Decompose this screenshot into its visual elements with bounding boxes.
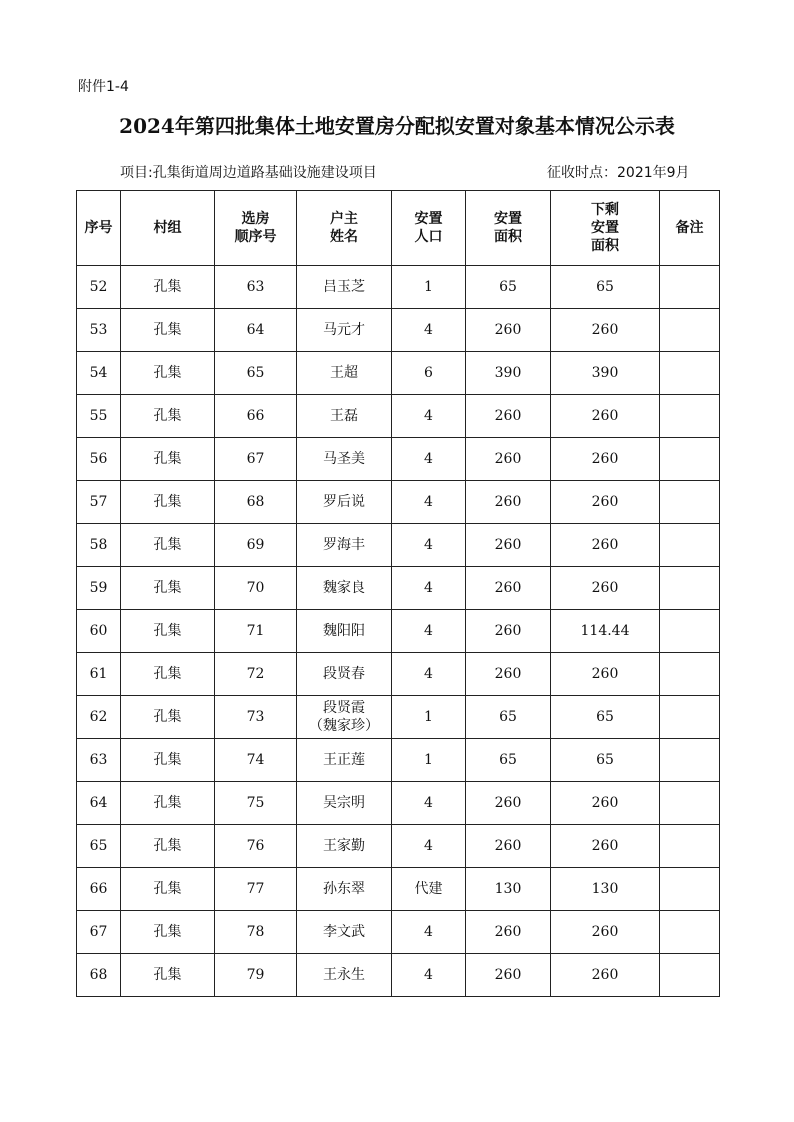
cell-name [297, 438, 392, 481]
cell-order: 74 [215, 739, 297, 782]
cell-remaining: 260 [551, 481, 660, 524]
cell-people: 4 [392, 481, 466, 524]
cell-order: 67 [215, 438, 297, 481]
header-text-line: 顺序号 [234, 229, 277, 245]
cell-group: 孔集 [121, 739, 215, 782]
page-title: 2024年第四批集体土地安置房分配拟安置对象基本情况公示表 [119, 114, 675, 138]
header-seq [77, 191, 121, 266]
header-text-line: 村组 [153, 220, 182, 236]
header-text-line: 序号 [84, 220, 113, 236]
header-text-line: 备注 [675, 220, 704, 236]
table-row [77, 911, 720, 954]
cell-seq: 58 [77, 524, 121, 567]
cell-text-line: 王超 [330, 365, 358, 381]
cell-group: 孔集 [121, 524, 215, 567]
cell-group: 孔集 [121, 567, 215, 610]
table-row [77, 395, 720, 438]
cell-name [297, 567, 392, 610]
cell-group: 孔集 [121, 309, 215, 352]
cell-name [297, 481, 392, 524]
cell-people: 代建 [392, 868, 466, 911]
cell-people: 4 [392, 653, 466, 696]
cell-text-line: 段贤春 [323, 666, 365, 682]
cell-people: 4 [392, 782, 466, 825]
cell-people: 1 [392, 739, 466, 782]
cell-text-line: 马圣美 [323, 451, 365, 467]
cell-seq: 61 [77, 653, 121, 696]
cell-remarks [660, 911, 720, 954]
cell-text-line: 王磊 [330, 408, 358, 424]
cell-remarks [660, 739, 720, 782]
cell-area: 65 [466, 696, 551, 739]
header-text-line: 安置 [591, 220, 619, 236]
cell-remaining: 260 [551, 911, 660, 954]
cell-group: 孔集 [121, 825, 215, 868]
resettlement-table [76, 190, 720, 997]
cell-name [297, 739, 392, 782]
cell-remarks [660, 825, 720, 868]
cell-name [297, 911, 392, 954]
cell-seq: 57 [77, 481, 121, 524]
cell-text-line: 李文武 [323, 924, 365, 940]
cell-group: 孔集 [121, 696, 215, 739]
cell-area: 260 [466, 610, 551, 653]
cell-text-line: 王永生 [323, 967, 365, 983]
cell-text-line: 王家勤 [323, 838, 365, 854]
cell-name [297, 352, 392, 395]
cell-remaining: 65 [551, 739, 660, 782]
cell-remaining: 130 [551, 868, 660, 911]
cell-area: 260 [466, 954, 551, 997]
cell-remarks [660, 696, 720, 739]
table-header-row [77, 191, 720, 266]
header-text-line: 面积 [494, 229, 522, 245]
cell-remaining: 260 [551, 395, 660, 438]
cell-people: 4 [392, 438, 466, 481]
cell-group: 孔集 [121, 352, 215, 395]
table-body [77, 266, 720, 997]
cell-area: 65 [466, 739, 551, 782]
cell-text-line: 吴宗明 [323, 795, 365, 811]
attachment-label: 附件1-4 [78, 79, 129, 95]
cell-remaining: 114.44 [551, 610, 660, 653]
header-text-line: 安置 [414, 211, 443, 227]
cell-name [297, 524, 392, 567]
cell-name [297, 825, 392, 868]
cell-name [297, 610, 392, 653]
cell-area: 130 [466, 868, 551, 911]
cell-order: 71 [215, 610, 297, 653]
cell-group: 孔集 [121, 481, 215, 524]
cell-people: 4 [392, 309, 466, 352]
header-area [466, 191, 551, 266]
header-order [215, 191, 297, 266]
cell-seq: 67 [77, 911, 121, 954]
cell-remarks [660, 309, 720, 352]
cell-area: 260 [466, 395, 551, 438]
cell-people: 4 [392, 911, 466, 954]
cell-seq: 56 [77, 438, 121, 481]
cell-area: 260 [466, 911, 551, 954]
cell-order: 63 [215, 266, 297, 309]
cell-remarks [660, 481, 720, 524]
cell-people: 4 [392, 825, 466, 868]
cell-text-line: 罗后说 [323, 494, 365, 510]
cell-area: 390 [466, 352, 551, 395]
cell-order: 76 [215, 825, 297, 868]
cell-order: 73 [215, 696, 297, 739]
cell-area: 260 [466, 481, 551, 524]
cell-order: 77 [215, 868, 297, 911]
header-name [297, 191, 392, 266]
cell-remarks [660, 610, 720, 653]
cell-seq: 52 [77, 266, 121, 309]
levy-time: 征收时点：2021年9月 [547, 165, 690, 181]
cell-area: 260 [466, 653, 551, 696]
cell-remaining: 260 [551, 782, 660, 825]
cell-remaining: 260 [551, 524, 660, 567]
cell-people: 4 [392, 954, 466, 997]
cell-group: 孔集 [121, 395, 215, 438]
cell-people: 4 [392, 395, 466, 438]
cell-seq: 65 [77, 825, 121, 868]
table-row [77, 739, 720, 782]
cell-order: 69 [215, 524, 297, 567]
cell-group: 孔集 [121, 954, 215, 997]
table-row [77, 567, 720, 610]
cell-seq: 55 [77, 395, 121, 438]
cell-order: 66 [215, 395, 297, 438]
cell-group: 孔集 [121, 610, 215, 653]
cell-remarks [660, 954, 720, 997]
cell-remaining: 260 [551, 653, 660, 696]
cell-order: 64 [215, 309, 297, 352]
cell-text-line: 马元才 [323, 322, 365, 338]
cell-seq: 64 [77, 782, 121, 825]
cell-remarks [660, 352, 720, 395]
cell-area: 260 [466, 309, 551, 352]
header-text-line: 安置 [494, 211, 522, 227]
table-row [77, 438, 720, 481]
cell-remaining: 260 [551, 567, 660, 610]
cell-order: 79 [215, 954, 297, 997]
cell-remaining: 260 [551, 438, 660, 481]
cell-name [297, 395, 392, 438]
cell-remarks [660, 395, 720, 438]
cell-remarks [660, 782, 720, 825]
cell-people: 4 [392, 567, 466, 610]
table-row [77, 309, 720, 352]
cell-people: 6 [392, 352, 466, 395]
cell-text-line: 孙东翠 [323, 881, 365, 897]
cell-seq: 54 [77, 352, 121, 395]
cell-name [297, 782, 392, 825]
header-text-line: 面积 [591, 238, 619, 254]
cell-area: 260 [466, 567, 551, 610]
cell-name [297, 868, 392, 911]
cell-remarks [660, 438, 720, 481]
table-row [77, 352, 720, 395]
cell-area: 260 [466, 825, 551, 868]
cell-seq: 68 [77, 954, 121, 997]
cell-people: 1 [392, 696, 466, 739]
cell-people: 4 [392, 610, 466, 653]
cell-remarks [660, 266, 720, 309]
cell-seq: 62 [77, 696, 121, 739]
project-name: 项目:孔集街道周边道路基础设施建设项目 [120, 165, 377, 181]
cell-remaining: 260 [551, 309, 660, 352]
cell-order: 65 [215, 352, 297, 395]
cell-group: 孔集 [121, 438, 215, 481]
cell-order: 72 [215, 653, 297, 696]
header-text-line: 人口 [414, 229, 443, 245]
cell-people: 1 [392, 266, 466, 309]
cell-area: 260 [466, 438, 551, 481]
header-people [392, 191, 466, 266]
cell-remaining: 260 [551, 825, 660, 868]
cell-seq: 60 [77, 610, 121, 653]
header-text-line: 姓名 [330, 229, 358, 245]
cell-seq: 66 [77, 868, 121, 911]
cell-group: 孔集 [121, 653, 215, 696]
cell-name [297, 696, 392, 739]
cell-text-line: 魏阳阳 [323, 623, 365, 639]
cell-name [297, 653, 392, 696]
header-text-line: 选房 [241, 211, 270, 227]
cell-remarks [660, 567, 720, 610]
cell-text-line: 王正莲 [323, 752, 365, 768]
cell-order: 68 [215, 481, 297, 524]
cell-remaining: 65 [551, 266, 660, 309]
table-row [77, 868, 720, 911]
cell-text-line: 吕玉芝 [323, 279, 365, 295]
cell-order: 75 [215, 782, 297, 825]
header-remarks [660, 191, 720, 266]
cell-remarks [660, 868, 720, 911]
cell-area: 65 [466, 266, 551, 309]
header-text-line: 户主 [330, 211, 358, 227]
cell-name [297, 954, 392, 997]
cell-text-line: 罗海丰 [323, 537, 365, 553]
cell-remarks [660, 524, 720, 567]
cell-group: 孔集 [121, 782, 215, 825]
cell-area: 260 [466, 524, 551, 567]
cell-order: 78 [215, 911, 297, 954]
cell-remarks [660, 653, 720, 696]
table-row [77, 696, 720, 739]
cell-group: 孔集 [121, 266, 215, 309]
project-info-line [0, 162, 794, 182]
cell-order: 70 [215, 567, 297, 610]
cell-remaining: 65 [551, 696, 660, 739]
cell-people: 4 [392, 524, 466, 567]
cell-group: 孔集 [121, 868, 215, 911]
header-remaining [551, 191, 660, 266]
table-row [77, 825, 720, 868]
header-group [121, 191, 215, 266]
cell-name [297, 309, 392, 352]
table-row [77, 266, 720, 309]
cell-remaining: 260 [551, 954, 660, 997]
cell-seq: 59 [77, 567, 121, 610]
table-row [77, 954, 720, 997]
cell-area: 260 [466, 782, 551, 825]
table-row [77, 653, 720, 696]
cell-seq: 63 [77, 739, 121, 782]
table-row [77, 782, 720, 825]
table-row [77, 610, 720, 653]
cell-group: 孔集 [121, 911, 215, 954]
header-text-line: 下剩 [591, 202, 619, 218]
table-row [77, 524, 720, 567]
cell-text-line: 段贤霞 [323, 700, 365, 716]
cell-seq: 53 [77, 309, 121, 352]
cell-name [297, 266, 392, 309]
table-row [77, 481, 720, 524]
cell-text-line: 魏家良 [323, 580, 365, 596]
cell-text-line: （魏家珍） [309, 718, 379, 734]
cell-remaining: 390 [551, 352, 660, 395]
